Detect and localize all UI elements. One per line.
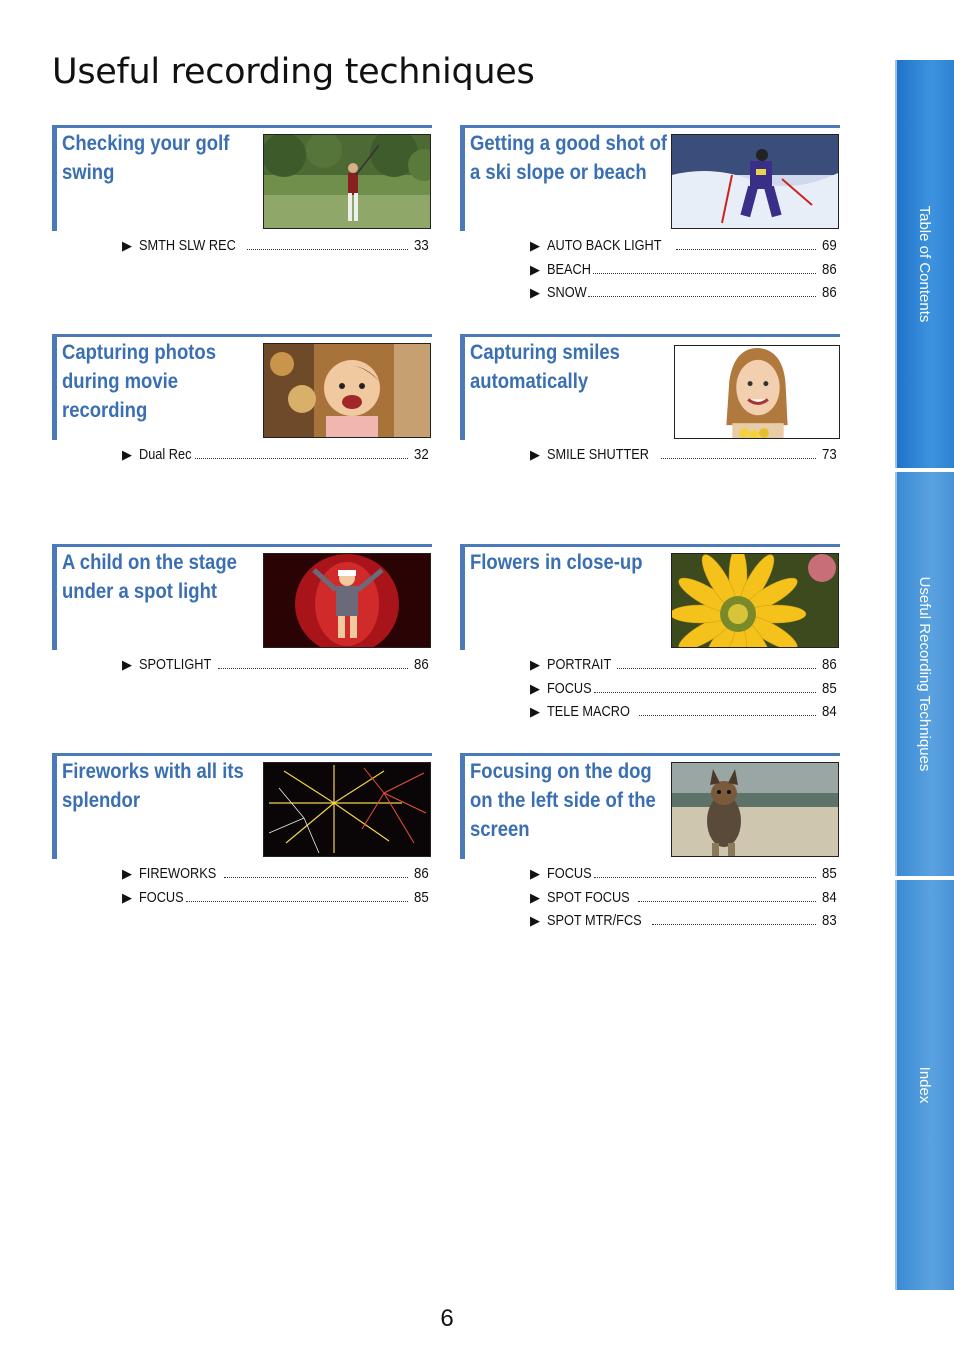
- card-heading[interactable]: Flowers in close-up: [470, 551, 643, 574]
- reference-item[interactable]: ▶ TELE MACRO 84: [530, 703, 837, 720]
- arrow-right-icon: ▶: [530, 889, 540, 905]
- card-heading[interactable]: A child on the stage under a spot light: [62, 551, 237, 603]
- arrow-right-icon: ▶: [530, 657, 540, 672]
- reference-item[interactable]: ▶ BEACH 86: [530, 260, 837, 278]
- card-heading[interactable]: Checking your golf swing: [62, 132, 230, 184]
- reference-list: [122, 446, 429, 470]
- reference-item[interactable]: ▶ SPOTLIGHT 86: [122, 656, 429, 673]
- dog-photo: [671, 762, 839, 857]
- arrow-right-icon: ▶: [122, 447, 132, 462]
- reference-item[interactable]: ▶ SNOW 86: [530, 284, 837, 301]
- card-top-rule: [460, 544, 840, 547]
- reference-item[interactable]: ▶ SPOT MTR/FCS 83: [530, 912, 837, 929]
- technique-card-golf: [52, 125, 432, 325]
- card-left-rule: [52, 544, 57, 650]
- arrow-right-icon: ▶: [122, 866, 132, 881]
- fireworks-photo: [263, 762, 431, 857]
- card-heading[interactable]: Getting a good shot of a ski slope or beach: [470, 132, 668, 184]
- tab-label: Index: [916, 1066, 933, 1104]
- arrow-right-icon: ▶: [530, 447, 540, 462]
- card-left-rule: [52, 753, 57, 859]
- card-left-rule: [52, 334, 57, 440]
- child-photo: [263, 343, 431, 438]
- card-left-rule: [460, 753, 465, 859]
- arrow-right-icon: ▶: [122, 238, 132, 253]
- card-left-rule: [460, 334, 465, 440]
- technique-card-dog: [460, 753, 840, 953]
- flower-photo: [671, 553, 839, 648]
- card-top-rule: [460, 125, 840, 128]
- reference-list: [122, 237, 429, 261]
- reference-list: [122, 656, 429, 680]
- tab-label: Table of Contents: [916, 205, 933, 323]
- technique-card-spotlight: [52, 544, 432, 744]
- arrow-right-icon: ▶: [530, 261, 540, 277]
- reference-item[interactable]: ▶ SMTH SLW REC 33: [122, 237, 429, 254]
- card-top-rule: [52, 125, 432, 128]
- reference-item[interactable]: ▶ FOCUS 85: [530, 679, 837, 697]
- arrow-right-icon: ▶: [530, 680, 540, 696]
- card-heading[interactable]: Fireworks with all its splendor: [62, 760, 244, 812]
- card-heading[interactable]: Focusing on the dog on the left side of the screen: [470, 760, 656, 841]
- reference-item[interactable]: ▶ SPOT FOCUS 84: [530, 888, 837, 906]
- arrow-right-icon: ▶: [122, 657, 132, 672]
- tab-index[interactable]: [895, 880, 954, 1290]
- reference-list: [530, 656, 837, 727]
- card-top-rule: [52, 753, 432, 756]
- arrow-right-icon: ▶: [122, 889, 132, 905]
- reference-item[interactable]: ▶ PORTRAIT 86: [530, 656, 837, 673]
- reference-item[interactable]: ▶ Dual Rec 32: [122, 446, 429, 463]
- stage-child-photo: [263, 553, 431, 648]
- golfer-photo: [263, 134, 431, 229]
- technique-card-fireworks: [52, 753, 432, 953]
- arrow-right-icon: ▶: [530, 704, 540, 719]
- reference-list: [530, 446, 837, 470]
- skier-photo: [671, 134, 839, 229]
- card-left-rule: [460, 544, 465, 650]
- arrow-right-icon: ▶: [530, 238, 540, 253]
- card-top-rule: [460, 334, 840, 337]
- card-heading[interactable]: Capturing photos during movie recording: [62, 341, 216, 422]
- reference-list: [530, 865, 837, 936]
- card-heading[interactable]: Capturing smiles automatically: [470, 341, 620, 393]
- reference-item[interactable]: ▶ FOCUS 85: [122, 888, 429, 906]
- card-left-rule: [52, 125, 57, 231]
- technique-card-dual-rec: [52, 334, 432, 534]
- card-top-rule: [52, 334, 432, 337]
- tab-useful-recording-techniques[interactable]: [895, 472, 954, 876]
- card-top-rule: [52, 544, 432, 547]
- card-left-rule: [460, 125, 465, 231]
- tab-table-of-contents[interactable]: [895, 60, 954, 468]
- reference-list: [530, 237, 837, 308]
- reference-item[interactable]: ▶ FIREWORKS 86: [122, 865, 429, 882]
- technique-card-flowers: [460, 544, 840, 744]
- card-top-rule: [460, 753, 840, 756]
- page-number: 6: [440, 1305, 454, 1332]
- technique-card-smile: [460, 334, 840, 534]
- reference-item[interactable]: ▶ SMILE SHUTTER 73: [530, 446, 837, 463]
- page-title: Useful recording techniques: [52, 52, 535, 92]
- reference-list: [122, 865, 429, 912]
- smiling-woman-photo: [674, 345, 840, 439]
- reference-item[interactable]: ▶ AUTO BACK LIGHT 69: [530, 237, 837, 254]
- technique-card-ski: [460, 125, 840, 325]
- arrow-right-icon: ▶: [530, 285, 540, 300]
- tab-label: Useful Recording Techniques: [916, 576, 933, 772]
- arrow-right-icon: ▶: [530, 913, 540, 928]
- reference-item[interactable]: ▶ FOCUS 85: [530, 865, 837, 882]
- arrow-right-icon: ▶: [530, 866, 540, 881]
